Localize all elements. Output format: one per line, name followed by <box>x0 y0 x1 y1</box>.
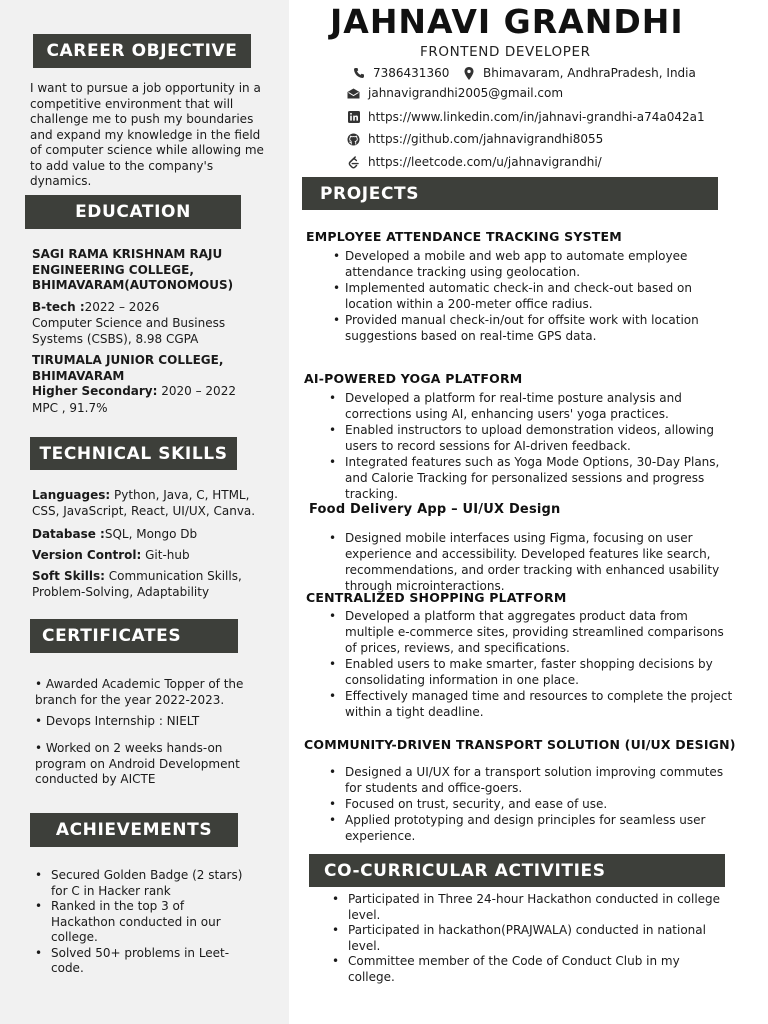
candidate-role: FRONTEND DEVELOPER <box>420 44 591 60</box>
soft-skills-value: Communication Skills, Problem-Solving, Adaptability <box>32 569 242 599</box>
project-bullet: • Designed mobile interfaces using Figma, focusing on user experience and accessibility. Developed features like search, recommendations, and order tracking with enhanced usability through microinteractions. <box>329 530 733 594</box>
cocurricular-item: • Participated in Three 24-hour Hackathon conducted in college level. <box>332 892 722 923</box>
contact-github[interactable] <box>347 132 603 146</box>
languages-value: Python, Java, C, HTML, CSS, JavaScript, React, UI/UX, Canva. <box>32 488 256 518</box>
project-bullet: • Integrated features such as Yoga Mode Options, 30-Day Plans, and Calorie Tracking for personalized sessions and progress tracking. <box>329 454 733 502</box>
secondary-line <box>32 384 272 400</box>
leetcode-icon <box>347 156 360 169</box>
github-icon <box>347 133 360 146</box>
contact-location <box>462 66 696 80</box>
project-bullets <box>329 764 733 844</box>
linkedin-url[interactable]: https://www.linkedin.com/in/jahnavi-grandhi-a74a042a1 <box>368 110 705 124</box>
location-pin-icon <box>462 67 475 80</box>
version-control-label: Version Control: <box>32 548 142 562</box>
project-bullet: • Applied prototyping and design principles for seamless user experience. <box>329 812 733 844</box>
project-title: COMMUNITY-DRIVEN TRANSPORT SOLUTION (UI/UX DESIGN) <box>304 737 736 752</box>
degree-detail: Computer Science and Business Systems (CSBS), 8.98 CGPA <box>32 316 226 346</box>
career-objective-heading <box>33 34 251 68</box>
career-objective-heading-text: CAREER OBJECTIVE <box>46 41 238 61</box>
project-bullet: • Implemented automatic check-in and check-out based on location within a 200-meter office radius. <box>329 280 733 312</box>
college2-name: TIRUMALA JUNIOR COLLEGE, BHIMAVARAM <box>32 353 224 383</box>
phone-icon <box>352 67 365 80</box>
achievements-list <box>35 868 245 977</box>
achievement-item: • Secured Golden Badge (2 stars) for C in Hacker rank <box>35 868 245 899</box>
secondary-years: 2020 – 2022 <box>157 384 236 398</box>
skills-version-control <box>32 548 272 564</box>
project-bullet: • Focused on trust, security, and ease of use. <box>329 796 733 812</box>
degree-label: B-tech : <box>32 300 85 314</box>
project-bullet: • Effectively managed time and resources to complete the project within a tight deadline. <box>329 688 733 720</box>
contact-linkedin[interactable] <box>347 110 705 124</box>
project-title: Food Delivery App – UI/UX Design <box>309 502 561 517</box>
career-objective-text: I want to pursue a job opportunity in a competitive environment that will challenge me to push my boundaries and expand my knowledge in the field of computer science while allowing me to add value to the company's dynamics. <box>30 81 264 188</box>
contact-phone <box>352 66 449 80</box>
email-icon <box>347 87 360 100</box>
cocurricular-heading <box>309 854 725 887</box>
project-bullet: • Developed a platform for real-time posture analysis and corrections using AI, enhancing users' yoga practices. <box>329 390 733 422</box>
database-value: SQL, Mongo Db <box>104 527 198 541</box>
degree-line <box>32 300 272 316</box>
cocurricular-item: • Committee member of the Code of Conduct Club in my college. <box>332 954 722 985</box>
certificate-item: • Devops Internship : NIELT <box>35 714 200 728</box>
project-bullets <box>329 248 733 344</box>
skills-database <box>32 527 272 543</box>
degree-years: 2022 – 2026 <box>84 300 160 314</box>
github-url[interactable]: https://github.com/jahnavigrandhi8055 <box>368 132 604 146</box>
project-bullet: • Provided manual check-in/out for offsite work with location suggestions based on real-time GPS data. <box>329 312 733 344</box>
project-bullet: • Developed a platform that aggregates product data from multiple e-commerce sites, providing streamlined comparisons of prices, reviews, and specifications. <box>329 608 733 656</box>
certificates-heading-text: CERTIFICATES <box>42 626 182 646</box>
email-address[interactable]: jahnavigrandhi2005@gmail.com <box>368 86 564 100</box>
cocurricular-item: • Participated in hackathon(PRAJWALA) conducted in national level. <box>332 923 722 954</box>
soft-skills-label: Soft Skills: <box>32 569 105 583</box>
projects-heading-text: PROJECTS <box>320 183 420 204</box>
project-bullets <box>329 608 733 720</box>
secondary-label: Higher Secondary: <box>32 384 158 398</box>
achievement-item: • Solved 50+ problems in Leet-code. <box>35 946 245 977</box>
phone-number: 7386431360 <box>373 66 450 80</box>
project-title: AI-POWERED YOGA PLATFORM <box>304 371 523 386</box>
achievement-item: • Ranked in the top 3 of Hackathon conducted in our college. <box>35 899 245 946</box>
database-label: Database : <box>32 527 105 541</box>
certificates-heading <box>30 619 238 653</box>
contact-email[interactable] <box>347 86 563 100</box>
certificate-item: • Awarded Academic Topper of the branch for the year 2022-2023. <box>35 677 244 707</box>
achievements-heading <box>30 813 238 847</box>
technical-skills-heading <box>30 437 237 470</box>
project-bullets <box>329 530 733 594</box>
candidate-name: JAHNAVI GRANDHI <box>330 2 684 41</box>
projects-heading <box>302 177 718 210</box>
college1-name: SAGI RAMA KRISHNAM RAJU ENGINEERING COLLEGE, BHIMAVARAM(AUTONOMOUS) <box>32 247 234 292</box>
education-heading <box>25 195 241 229</box>
contact-leetcode[interactable] <box>347 155 602 169</box>
skills-languages <box>32 488 272 519</box>
cocurricular-list <box>332 892 722 985</box>
project-bullet: • Enabled instructors to upload demonstration videos, allowing users to record sessions for AI-driven feedback. <box>329 422 733 454</box>
project-title: CENTRALIZED SHOPPING PLATFORM <box>306 590 567 605</box>
location-text: Bhimavaram, AndhraPradesh, India <box>483 66 696 80</box>
technical-skills-heading-text: TECHNICAL SKILLS <box>39 443 228 464</box>
project-bullet: • Designed a UI/UX for a transport solution improving commutes for students and office-goers. <box>329 764 733 796</box>
secondary-detail: MPC , 91.7% <box>32 401 108 415</box>
project-bullet: • Enabled users to make smarter, faster shopping decisions by consolidating information in one place. <box>329 656 733 688</box>
leetcode-url[interactable]: https://leetcode.com/u/jahnavigrandhi/ <box>368 155 602 169</box>
project-bullet: • Developed a mobile and web app to automate employee attendance tracking using geolocation. <box>329 248 733 280</box>
linkedin-icon <box>347 111 360 124</box>
project-title: EMPLOYEE ATTENDANCE TRACKING SYSTEM <box>306 229 622 244</box>
project-bullets <box>329 390 733 502</box>
certificate-item: • Worked on 2 weeks hands-on program on Android Development conducted by AICTE <box>35 741 240 786</box>
version-control-value: Git-hub <box>141 548 190 562</box>
achievements-heading-text: ACHIEVEMENTS <box>55 820 213 840</box>
education-heading-text: EDUCATION <box>75 202 191 222</box>
cocurricular-heading-text: CO-CURRICULAR ACTIVITIES <box>324 860 606 881</box>
languages-label: Languages: <box>32 488 111 502</box>
skills-soft <box>32 569 272 600</box>
